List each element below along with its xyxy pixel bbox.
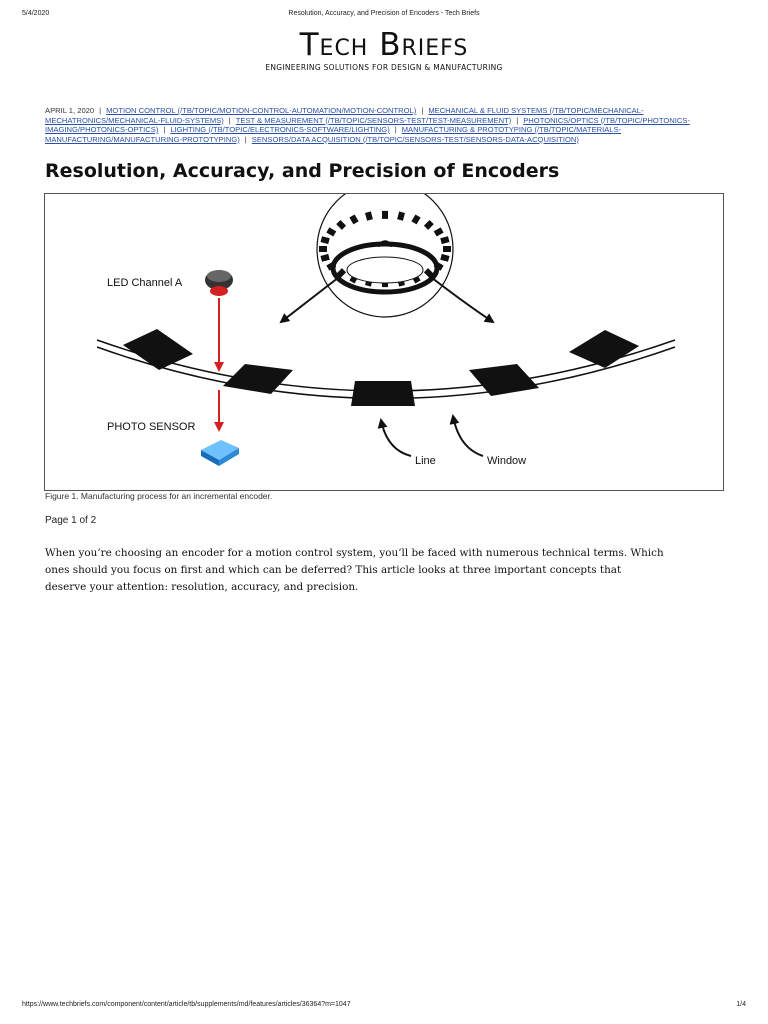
encoder-diagram [45, 194, 723, 490]
print-header [22, 10, 746, 20]
disc-slot [382, 211, 388, 219]
disc-slot [349, 215, 358, 225]
figure-caption: Figure 1. Manufacturing process for an incremental encoder. [45, 491, 273, 501]
topic-link-lighting[interactable]: LIGHTING (/TB/TOPIC/ELECTRONICS-SOFTWARE/LIGHTING) [170, 125, 390, 134]
topic-link-mechanical-fluid[interactable]: MECHANICAL & FLUID SYSTEMS (/TB/TOPIC/MECHANICAL-MECHATRONICS/MECHANICAL-FLUID-SYSTEMS) [45, 106, 644, 125]
expand-arrow-left [281, 274, 343, 322]
led-label: LED Channel A [107, 277, 183, 289]
print-page-number: 1/4 [736, 1001, 746, 1008]
disc-slot [440, 236, 449, 244]
disc-slot [397, 211, 405, 220]
print-date: 5/4/2020 [22, 10, 50, 17]
topic-link-test-measurement[interactable]: TEST & MEASUREMENT (/TB/TOPIC/SENSORS-TEST/TEST-MEASUREMENT) [235, 115, 512, 125]
expand-arrow-right [427, 274, 493, 322]
strip-window [351, 381, 415, 406]
disc-slot [319, 246, 327, 252]
intro-paragraph: When you’re choosing an encoder for a motion control system, you’ll be faced with numerous technical terms. Which ones should you focus on first and which can be deferred? This article looks at three important concepts that deserve your attention: resolution, accuracy, and precision. [45, 547, 664, 593]
disc-slot [424, 220, 434, 230]
strip-window [223, 364, 293, 394]
print-url: https://www.techbriefs.com/component/content/article/tb/supplements/md/features/articles/36364?m=1047 [22, 1001, 351, 1008]
strip-window [469, 364, 539, 396]
disc-slot [320, 236, 329, 244]
line-label: Line [415, 455, 436, 467]
encoder-figure [44, 193, 724, 491]
photo-sensor [201, 440, 239, 466]
article-title: Resolution, Accuracy, and Precision of Encoders [45, 160, 560, 182]
disc-slot [320, 254, 329, 262]
strip-window [123, 329, 193, 370]
page-indicator: Page 1 of 2 [45, 515, 97, 526]
topic-link-manufacturing[interactable]: MANUFACTURING & PROTOTYPING (/TB/TOPIC/MATERIALS-MANUFACTURING/MANUFACTURING-PROTOTYPING) [45, 125, 622, 144]
encoder-disc [317, 194, 453, 317]
disc-slot [326, 227, 336, 236]
topic-link-motion-control[interactable]: MOTION CONTROL (/TB/TOPIC/MOTION-CONTROL-AUTOMATION/MOTION-CONTROL) [106, 106, 417, 115]
topic-link-sensors[interactable]: SENSORS/DATA ACQUISITION (/TB/TOPIC/SENSORS-TEST/SENSORS-DATA-ACQUISITION) [251, 134, 579, 144]
print-footer [22, 1001, 746, 1011]
led-channel-a [205, 270, 233, 296]
disc-slot [440, 254, 449, 262]
window-pointer-arrow [453, 416, 483, 456]
disc-slot [336, 220, 346, 230]
print-doc-title: Resolution, Accuracy, and Precision of Encoders - Tech Briefs [288, 10, 480, 17]
photo-sensor-label: PHOTO SENSOR [107, 421, 196, 433]
line-pointer-arrow [381, 420, 411, 456]
article-meta: APRIL 1, 2020 | MOTION CONTROL (/TB/TOPIC/MOTION-CONTROL-AUTOMATION/MOTION-CONTROL) | MECHANICAL & FLUID SYSTEMS (/TB/TOPIC/MECHANICAL-MECHATRONICS/MECHANICAL-FLUID-SYSTEMS) | TEST & MEASUREMENT (/TB/TOPIC/SENSORS-TEST/TEST-MEASUREMENT) | PHOTONICS/OPTICS (/TB/TOPIC/PHOTONICS-IMAGING/PHOTONICS-OPTICS) | LIGHTING (/TB/TOPIC/ELECTRONICS-SOFTWARE/LIGHTING) | MANUFACTURING & PROTOTYPING (/TB/TOPIC/MATERIALS-MANUFACTURING/MANUFACTURING-PROTOTYPING) | SENSORS/DATA ACQUISITION (/TB/TOPIC/SENSORS-TEST/SENSORS-DATA-ACQUISITION) [45, 106, 690, 144]
site-logo[interactable] [0, 28, 768, 72]
disc-slot [411, 215, 420, 225]
publish-date: APRIL 1, 2020 [45, 106, 95, 115]
logo-name: Tech Briefs [299, 27, 469, 63]
logo-tagline: ENGINEERING SOLUTIONS FOR DESIGN & MANUFACTURING [265, 63, 503, 72]
topic-link-photonics[interactable]: PHOTONICS/OPTICS (/TB/TOPIC/PHOTONICS-IMAGING/PHOTONICS-OPTICS) [45, 115, 690, 134]
disc-slot [365, 211, 373, 220]
disc-slot [434, 227, 444, 236]
disc-slot [443, 246, 451, 252]
window-label: Window [487, 455, 527, 467]
